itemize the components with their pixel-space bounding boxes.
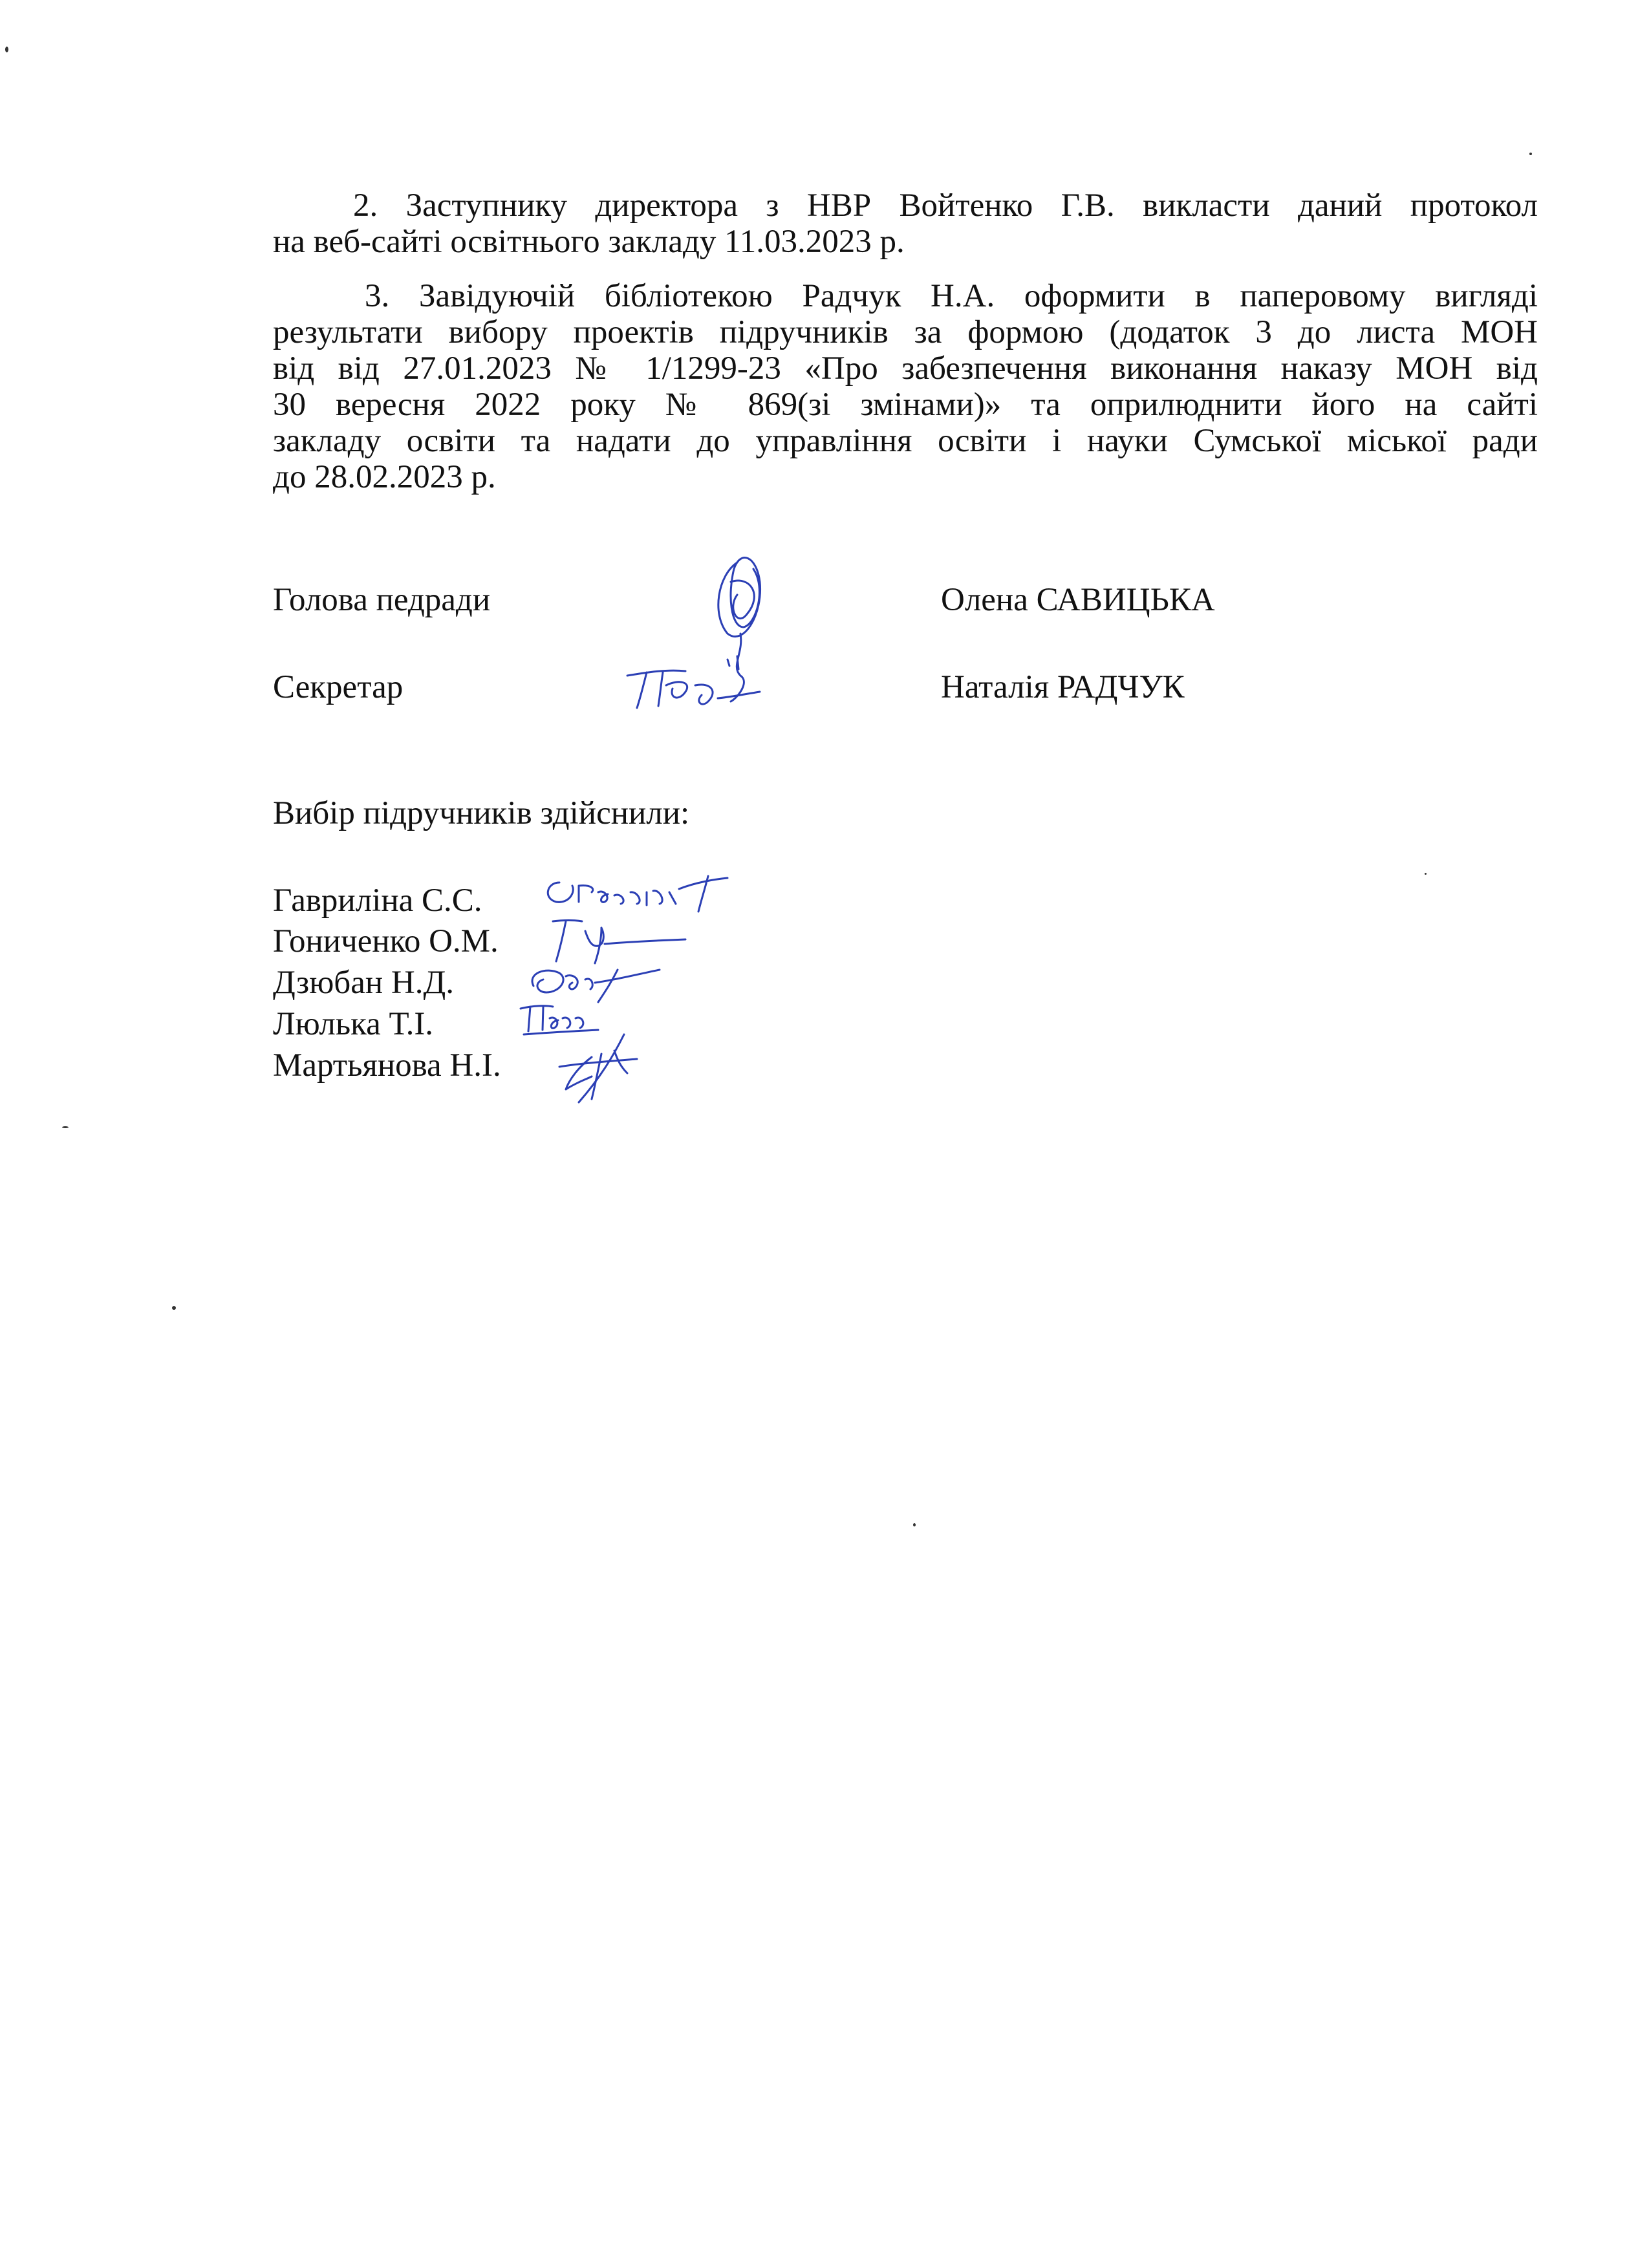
member-signature-2 (543, 915, 692, 967)
member-signature-1 (540, 873, 734, 921)
scan-speck (1425, 873, 1427, 875)
secretary-role: Секретар (273, 669, 404, 705)
member-signature-5 (553, 1028, 643, 1112)
member-name: Дзюбан Н.Д. (273, 965, 455, 1001)
paragraph-line: 30 вересня 2022 року № 869(зі змінами)» та оприлюднити його на сайті (273, 387, 1538, 423)
secretary-name: Наталія РАДЧУК (941, 669, 1185, 705)
paragraph-line: на веб-сайті освітнього закладу 11.03.2023 р. (273, 224, 905, 260)
paragraph-item-2 (273, 187, 1538, 260)
scan-speck (5, 47, 8, 52)
scan-speck (62, 1126, 69, 1128)
member-name: Мартьянова Н.І. (273, 1047, 501, 1084)
member-name: Гониченко О.М. (273, 923, 499, 959)
paragraph-item-3 (273, 278, 1538, 495)
scan-speck (172, 1306, 176, 1310)
member-name: Люлька Т.І. (273, 1006, 434, 1042)
paragraph-line: 3. Завідуючій бібліотекою Радчук Н.А. оформити в паперовому вигляді (365, 278, 1538, 314)
selection-heading: Вибір підручників здійснили: (273, 795, 690, 831)
chair-name: Олена САВИЦЬКА (941, 582, 1215, 618)
paragraph-line: результати вибору проектів підручників за формою (додаток 3 до листа МОН (273, 314, 1538, 350)
member-name: Гавриліна С.С. (273, 883, 482, 919)
paragraph-line: закладу освіти та надати до управління освіти і науки Сумської міської ради (273, 423, 1538, 459)
paragraph-line: до 28.02.2023 р. (273, 459, 496, 495)
scan-speck (913, 1523, 916, 1526)
secretary-signature (621, 647, 776, 718)
scan-speck (1529, 153, 1532, 155)
paragraph-line: від від 27.01.2023 № 1/1299-23 «Про забезпечення виконання наказу МОН від (273, 350, 1538, 387)
chair-role: Голова педради (273, 582, 491, 618)
paragraph-line: 2. Заступнику директора з НВР Войтенко Г.В. викласти даний протокол (353, 187, 1538, 224)
